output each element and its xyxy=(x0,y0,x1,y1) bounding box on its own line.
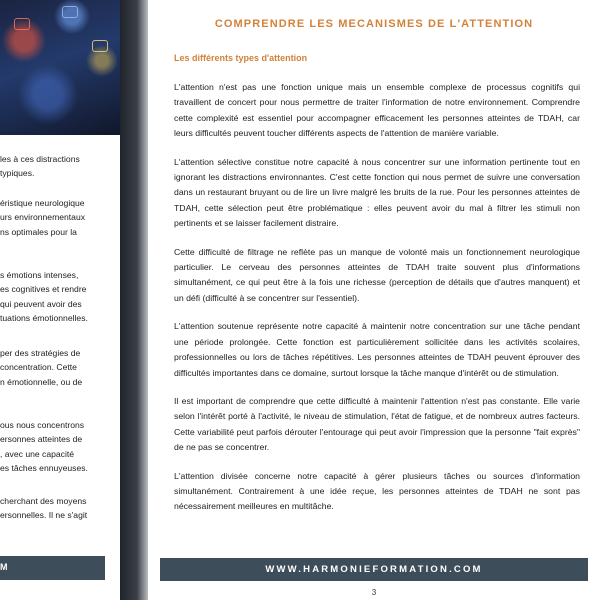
body-paragraph: L'attention n'est pas une fonction unique mais un ensemble complexe de processus cognitifs qui travaillent de concert pour nous permettre de traiter l'information de notre environnement. Comprendre cette complexité est essentiel pour accompagner efficacement les personnes atteintes de TDAH, car leurs difficultés peuvent toucher différents aspects de l'attention de manière variable. xyxy=(174,82,580,139)
left-paragraph: éristique neurologique urs environnementaux ns optimales pour la xyxy=(0,198,86,237)
body-paragraph: L'attention soutenue représente notre capacité à maintenir notre concentration sur une tâche pendant une période prolongée. Cette fonction est particulièrement sollicitée dans les activités scolaires, professionnelles ou lors de tâches répétitives. Les personnes atteintes de TDAH peuvent éprouver des difficultés importantes dans ce domaine, surtout lorsque la tâche manque d'intérêt ou de stimulation. xyxy=(174,321,580,378)
page-title: COMPRENDRE LES MECANISMES DE L'ATTENTION xyxy=(214,18,534,30)
left-paragraph: cherchant des moyens ersonnelles. Il ne s'agit xyxy=(0,496,88,521)
footer-website-link[interactable]: WWW.HARMONIEFORMATION.COM xyxy=(160,558,588,581)
body-paragraph: L'attention sélective constitue notre capacité à nous concentrer sur une information pertinente tout en ignorant les distractions environnantes. C'est cette fonction qui nous permet de suivre une conversation dans un restaurant bruyant ou de lire un livre malgré les bruits de la rue. Pour les personnes atteintes de TDAH, cette sélection peut être problématique : elles peuvent avoir du mal à filtrer les stimuli non pertinents et se laisser facilement distraire. xyxy=(174,156,580,229)
body-paragraph: L'attention divisée concerne notre capacité à gérer plusieurs tâches ou sources d'information simultanément. Contrairement à une idée reçue, les personnes atteintes de TDAH ne sont pas nécessairement meilleures en multitâche. xyxy=(174,470,580,512)
body-paragraph: Il est important de comprendre que cette difficulté à maintenir l'attention n'est pas constante. Elle varie selon l'intérêt porté à l'activité, le niveau de stimulation, l'état de fatigue, et de nombreux autres facteurs. Cette variabilité peut parfois dérouter l'entourage qui peut avoir l'impression que la personne "fait exprès" de ne pas se concentrer. xyxy=(174,395,580,453)
right-page xyxy=(148,0,600,600)
cover-illustration xyxy=(0,0,120,135)
left-paragraph: les à ces distractions typiques. xyxy=(0,154,80,179)
page-body xyxy=(174,80,580,528)
left-paragraph: s émotions intenses, es cognitives et rendre qui peuvent avoir des tuations émotionnelles. xyxy=(0,270,88,324)
body-paragraph: Cette difficulté de filtrage ne reflète pas un manque de volonté mais un fonctionnement neurologique particulier. Le cerveau des personnes atteintes de TDAH traite souvent plus d'informations simultanément, ce qui peut être à la fois une richesse (perception de détails que d'autres manquent) et un défi (difficulté à se concentrer sur l'essentiel). xyxy=(174,246,580,303)
book-gutter xyxy=(120,0,148,600)
section-title: Les différents types d'attention xyxy=(174,53,308,63)
left-footer-text: M xyxy=(0,562,9,572)
page-number: 3 xyxy=(371,588,377,597)
left-paragraph: ous nous concentrons ersonnes atteintes de , avec une capacité es tâches ennuyeuses. xyxy=(0,420,88,474)
left-page xyxy=(0,0,120,600)
left-paragraph: per des stratégies de concentration. Cette n émotionnelle, ou de xyxy=(0,348,83,387)
left-footer-bar xyxy=(0,556,105,580)
